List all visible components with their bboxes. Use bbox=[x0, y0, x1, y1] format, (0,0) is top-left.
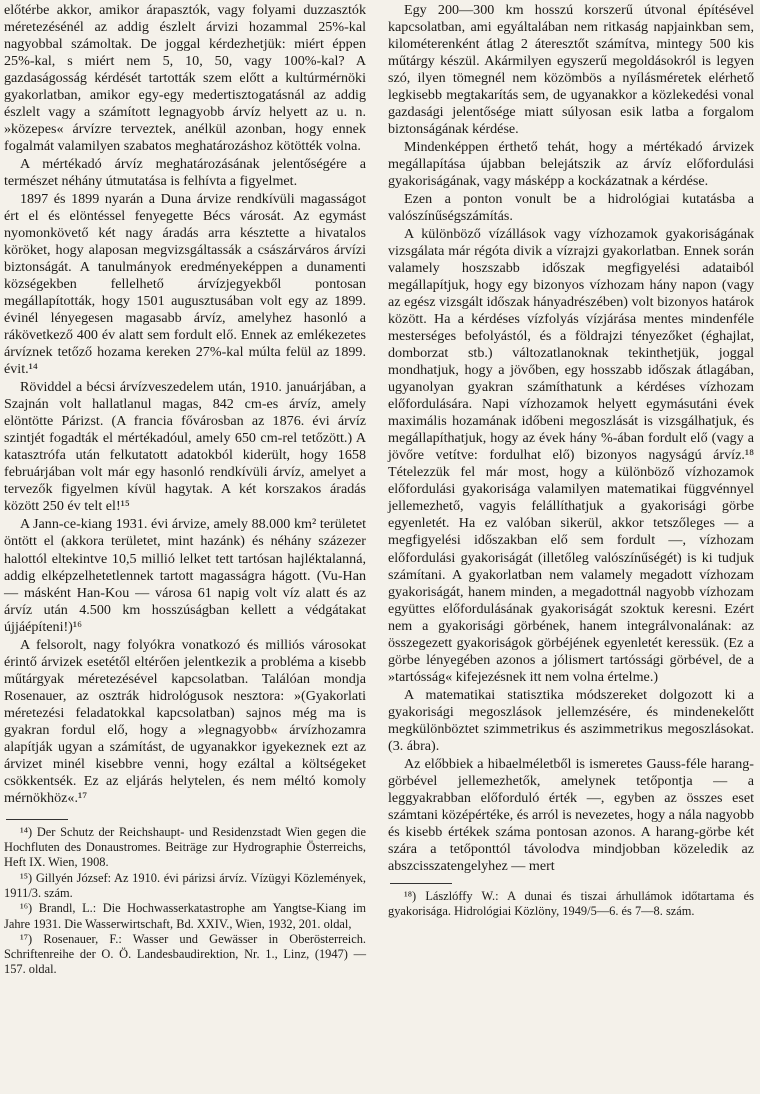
paragraph: előtérbe akkor, amikor árapasztók, vagy folyami duzzasztók méretezésénél az addig észlelt árvizi hozammal 25%-kal nagyobbal számoltak. De joggal kérdezhetjük: miért éppen 25%-kal, s miért nem 5, 10, 50, vagy 100%-kal? A gazdaságosság kérdését tartották szem előtt a kultúrmérnöki gyakorlatban, amikor egy-egy medertisztogatásnál az addig észlelt vagy a számított legnagyobb árvíz helyett az u. n. »közepes« árvízre terveztek, anélkül azonban, hogy ennek fogalmát valamilyen szabatos meghatározáshoz kötötték volna. bbox=[4, 2, 366, 155]
footnote-divider bbox=[6, 819, 68, 820]
footnote-divider bbox=[390, 883, 452, 884]
footnote: ¹⁴) Der Schutz der Reichshaupt- und Residenzstadt Wien gegen die Hochfluten des Donaustromes. Beiträge zur Hydrographie Österreichs, Heft IX. Wien, 1908. bbox=[4, 824, 366, 870]
paragraph: A különböző vízállások vagy vízhozamok gyakoriságának vizsgálata már régóta divik a vízrajzi gyakorlatban. Ennek során valamely hoszszabb időszak megfigyelési adataiból megállapítjuk, hogy egy bizonyos vízhozam hány napon (vagy az egész vizsgált időszak hányadrészében) volt bizonyos határok között. Ha a kérdéses vízfolyás vízjárása mentes mindenféle mesterséges befolyástól, és a földrajzi tényezőket (éghajlat, domborzat stb.) változatlanoknak tekinthetjük, joggal mondhatjuk, hogy a jövőben, egy hosszabb időszak átlagában, ugyanolyan gyakran számíthatunk a kérdéses vízhozam előfordulására. Napi vízhozamok helyett egymásutáni évek maximális hozamának időbeni megoszlását is vizsgálhatjuk, és megállapíthatjuk, hogy az évek hány %-ában fordult elő (vagy a jövőre vetítve: fordulhat elő) bizonyos nagyságú árvíz.¹⁸ Tételezzük fel már most, hogy a különböző vízhozamok előfordulási gyakorisága valamilyen matematikai függvénnyel jellemezhető, vagyis felállíthatjuk a gyakorisági görbe egyenletét. Ha ez valóban sikerül, akkor tetszőleges — a megfigyelési időszakban elő sem fordult —, vízhozam előfordulási gyakoriságát (illetőleg valószínűségét) is ki tudjuk számítani. A gyakorlatban nem valamely megadott vízhozam gyakoriságát, hanem minden, a megadottnál nagyobb vízhozam együttes előfordulásának gyakoriságát szoktuk keresni. Ezért nem a gyakorisági görbének, hanem integrálvonalának: az összegezett gyakoriságok görbéjének egyenletét keressük. (Ez a görbe lényegében azonos a jólismert tartóssági görbével, de a »tartósság« kifejezésnek itt nem volna értelme.) bbox=[388, 226, 754, 685]
paragraph: A matematikai statisztika módszereket dolgozott ki a gyakorisági megoszlások jellemzésére, és mindenekelőtt megkülönböztet szimmetrikus és aszimmetrikus megoszlásokat. (3. ábra). bbox=[388, 686, 754, 754]
footnote: ¹⁵) Gillyén József: Az 1910. évi párizsi árvíz. Vízügyi Közlemények, 1911/3. szám. bbox=[4, 870, 366, 900]
paragraph: Mindenképpen érthető tehát, hogy a mértékadó árvizek megállapítása újabban belejátszik az árvíz előfordulási gyakoriságának, vagy másképp a kockázatnak a kérdése. bbox=[388, 139, 754, 190]
paragraph: Ezen a ponton vonult be a hidrológiai kutatásba a valószínűségszámítás. bbox=[388, 191, 754, 225]
paragraph: A felsorolt, nagy folyókra vonatkozó és milliós városokat érintő árvizek esetétől eltérően jelentkezik a probléma a kisebb műtárgyak méretezésével kapcsolatban. Találóan mondja Rosenauer, az osztrák hidrológusok nesztora: »(Gyakorlati méretezési feladatokkal kapcsolatban) sajnos még ma is gyakran fordul elő, hogy a »legnagyobb« árvízhozamra alapítják ugyan a számítást, de ugyanakkor igyekeznek ezt az árvizet minél kisebbre venni, hogy ezáltal a költségeket csökkentsék. Ez az eljárás helytelen, és nem méltó komoly mérnökhöz«.¹⁷ bbox=[4, 636, 366, 806]
paragraph: Az előbbiek a hibaelméletből is ismeretes Gauss-féle harang-görbével jellemezhetők, amelynek tetőpontja — a leggyakrabban előforduló érték —, egyben az összes eset számtani középértéke, és arról is nevezetes, hogy a nála nagyobb és kisebb értékek száma pontosan azonos. A harang-görbe két szára a tetőponttól távolodva mindjobban közeledik az abszcisszatengelyhez — mert bbox=[388, 755, 754, 874]
paragraph: A Jann-ce-kiang 1931. évi árvize, amely 88.000 km² területet öntött el (akkora területet, mint hazánk) és néhány százezer halottól eltekintve 10,5 millió lelket tett tartósan hajléktalanná, addig elképzelhetetlennek tartott magasságra hágott. (Vu-Han — másként Han-Kou — városa 61 napig volt víz alatt és az árvíz után 4.500 km hosszúságban kellett a védgátakat újjáépíteni!)¹⁶ bbox=[4, 516, 366, 635]
left-column bbox=[4, 2, 366, 978]
paragraph: A mértékadó árvíz meghatározásának jelentőségére a természet néhány útmutatása is felhívta a figyelmet. bbox=[4, 156, 366, 190]
paragraph: 1897 és 1899 nyarán a Duna árvize rendkívüli magasságot ért el és elöntéssel fenyegette Bécs városát. Az egymást nyomonkövető két nagy áradás arra késztette a hivatalos köröket, hogy alaposan megvizsgáltassák a császárváros árvízi biztonságát. A tanulmányok eredményeképpen a dunamenti községekben fellelhető árvízjegyekből pontosan megállapították, hogy 1501 augusztusában volt egy az 1899. évinél lényegesen magasabb árvíz, amelyhez hasonló a rákövetkező 400 év alatt sem fordult elő. Ennek az emlékezetes árvíznek tetőző hozama kereken 27%-kal múlta felül az 1899. évit.¹⁴ bbox=[4, 191, 366, 378]
right-column bbox=[388, 2, 754, 919]
paragraph: Röviddel a bécsi árvízveszedelem után, 1910. januárjában, a Szajnán volt hallatlanul magas, 842 cm-es árvíz, amely elöntötte Párizst. (A francia fővárosban az 1876. évi árvíz szintjét fogadták el mértékadóul, amely 650 cm-rel tetőzött.) A katasztrófa után felkutatott adatokból kiderült, hogy 1658 februárjában volt már egy hasonló rendkívüli árvíz, amelyet a tervezők figyelmen kívül hagytak. A két korszakos áradás között 250 év telt el!¹⁵ bbox=[4, 379, 366, 515]
footnote: ¹⁸) Lászlóffy W.: A dunai és tiszai árhullámok időtartama és gyakorisága. Hidrológiai Közlöny, 1949/5—6. és 7—8. szám. bbox=[388, 888, 754, 919]
paragraph: Egy 200—300 km hosszú korszerű útvonal építésével kapcsolatban, ami egyáltalában nem ritkaság napjainkban sem, kilométerenként átlag 2 áteresztőt számítva, mintegy 500 kis műtárgy készül. Akármilyen egyszerű megoldásokról is legyen szó, ilyen tömegnél nem közömbös a nyílásméretek elérhető legkisebb megtakarítás sem, de ugyanakkor a közlekedési vonal gazdasági jelentősége miatt súlyosan esik latba a forgalom biztonságának kérdése. bbox=[388, 2, 754, 138]
footnote: ¹⁶) Brandl, L.: Die Hochwasserkatastrophe am Yangtse-Kiang im Jahre 1931. Die Wasserwirtschaft, Bd. XXIV., Wien, 1932, 201. oldal, bbox=[4, 901, 366, 931]
footnote: ¹⁷) Rosenauer, F.: Wasser und Gewässer in Oberösterreich. Schriftenreihe der O. Ö. Landesbaudirektion, Nr. 1., Linz, (1947) — 157. oldal. bbox=[4, 931, 366, 977]
